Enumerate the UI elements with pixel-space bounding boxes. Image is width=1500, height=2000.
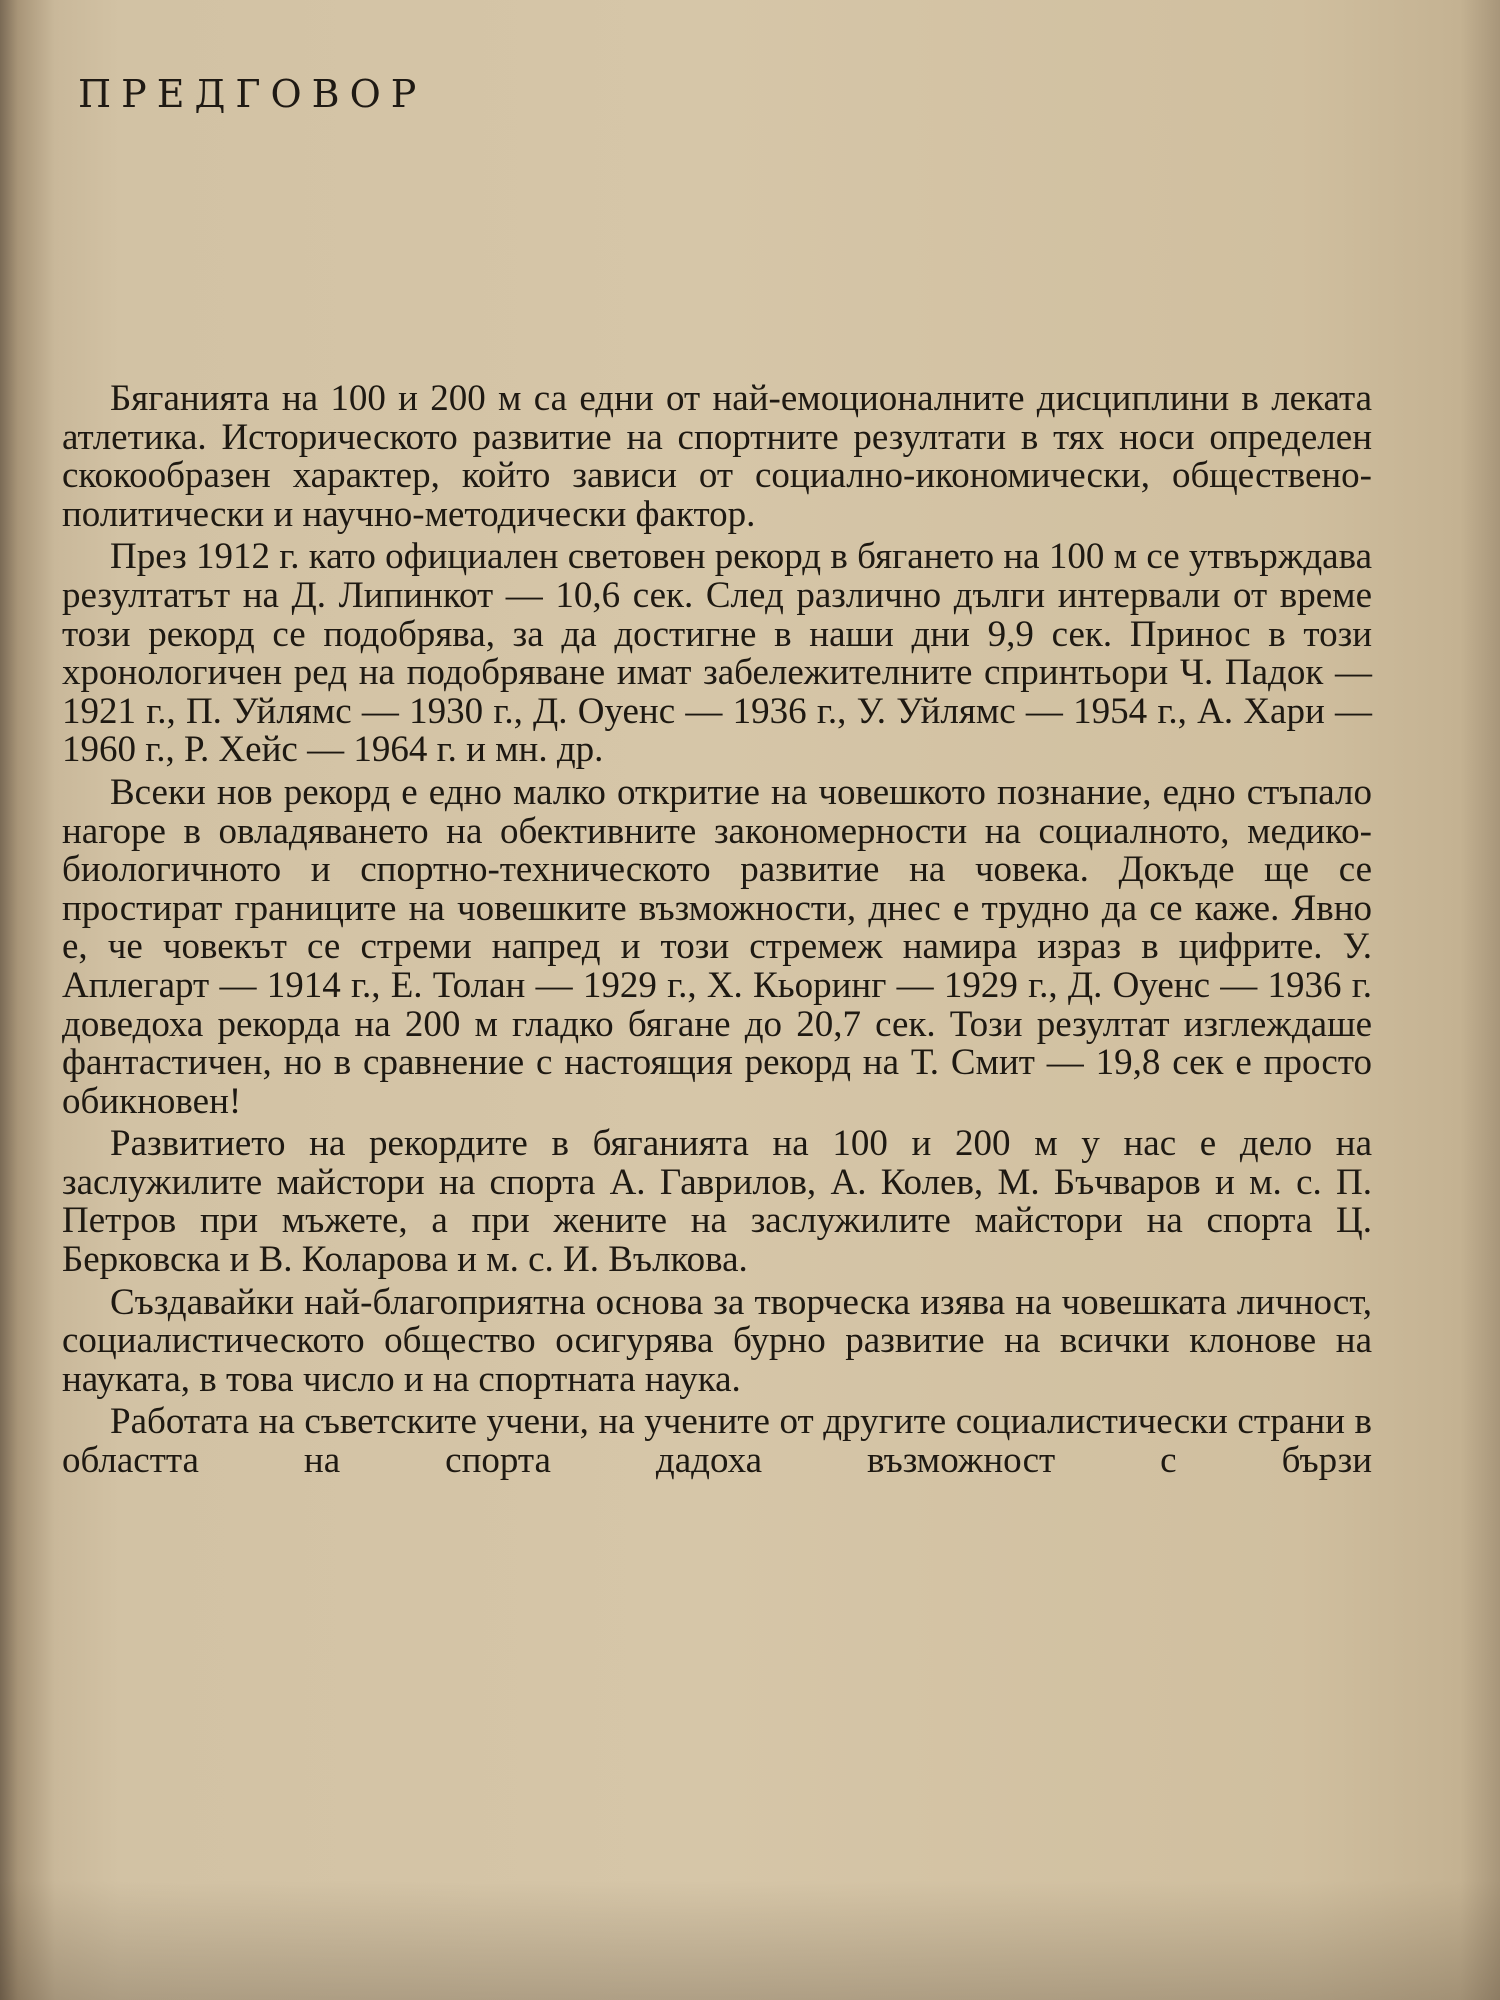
page-heading: ПРЕДГОВОР [78, 72, 427, 116]
paragraph-soviet-scientists: Работата на съветските учени, на учените от другите социалистически страни в областта на спорта дадоха възможност с бързи [62, 1401, 1372, 1482]
paragraph-200m-records: Всеки нов рекорд е едно малко откритие на човешкото познание, едно стъпало нагоре в овладяването на обективните закономерности на социалното, медико-биологичното и спортно-техническото развитие на човека. Докъде ще се простират границите на човешките възможности, днес е трудно да се каже. Явно е, че човекът се стреми напред и този стремеж намира израз в цифрите. У. Аплегарт — 1914 г., Е. Толан — 1929 г., Х. Кьоринг — 1929 г., Д. Оуенс — 1936 г. доведоха рекорда на 200 м гладко бягане до 20,7 сек. Този резултат изглеждаше фантастичен, но в сравнение с настоящия рекорд на Т. Смит — 19,8 сек е просто обикновен! [62, 771, 1372, 1122]
paragraph-intro: Бяганията на 100 и 200 м са едни от най-емоционалните дисциплини в леката атлетика. Историческото развитие на спортните резултати в тях носи определен скокообразен характер, който зависи от социално-икономически, обществено-политически и научно-методически фактор. [62, 378, 1372, 535]
paragraph-100m-records: През 1912 г. като официален световен рекорд в бягането на 100 м се утвърждава резултатът на Д. Липинкот — 10,6 сек. След различно дълги интервали от време този рекорд се подобрява, за да достигне в наши дни 9,9 сек. Принос в този хронологичен ред на подобряване имат забележителните спринтьори Ч. Падок — 1921 г., П. Уйлямс — 1930 г., Д. Оуенс — 1936 г., У. Уйлямс — 1954 г., А. Хари — 1960 г., Р. Хейс — 1964 г. и мн. др. [62, 536, 1372, 771]
paragraph-socialist-science: Създавайки най-благоприятна основа за творческа изява на човешката личност, социалистическото общество осигурява бурно развитие на всички клонове на науката, в това число и на спортната наука. [62, 1281, 1372, 1400]
body-text [62, 380, 1372, 1485]
paragraph-bulgarian-records: Развитието на рекордите в бяганията на 100 и 200 м у нас е дело на заслужилите майстори на спорта А. Гаврилов, А. Колев, М. Бъчваров и м. с. П. Петров при мъжете, а при жените на заслужилите майстори на спорта Ц. Берковска и В. Коларова и м. с. И. Вълкова. [62, 1123, 1372, 1281]
